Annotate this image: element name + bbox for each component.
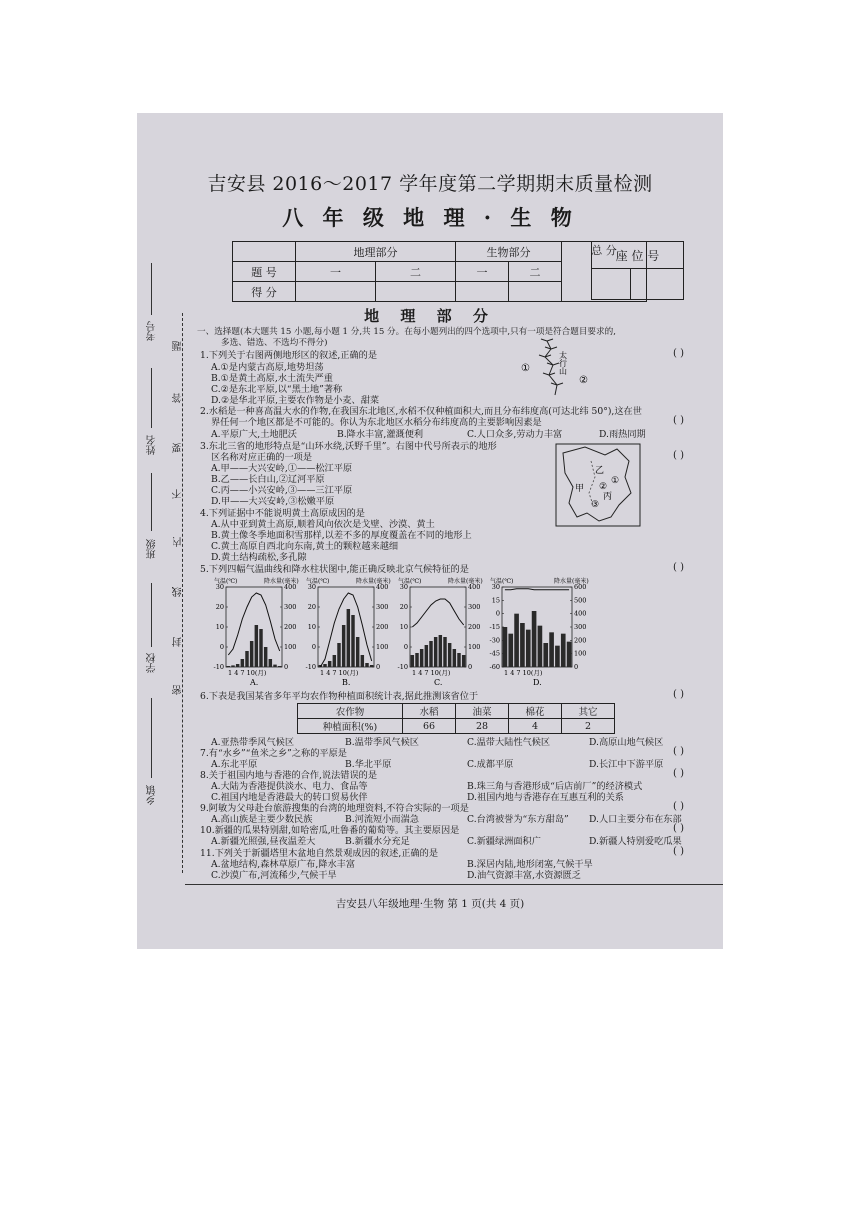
score-cell[interactable] xyxy=(456,282,509,302)
precip-bar xyxy=(323,664,326,667)
chart-tick-label: 100 xyxy=(574,649,587,658)
precip-bar xyxy=(457,653,460,667)
answer-paren[interactable]: ( ) xyxy=(673,689,684,700)
chart-tick-label: -45 xyxy=(489,649,500,658)
chart-tick-label: 500 xyxy=(574,596,587,605)
chart-tick-label: -10 xyxy=(397,663,408,671)
q6-option-a: A.亚热带季风气候区 xyxy=(211,737,295,748)
climate-charts xyxy=(212,575,632,693)
map2-jia: 甲 xyxy=(575,484,585,494)
chart-frame xyxy=(226,587,282,667)
answer-paren[interactable]: ( ) xyxy=(673,746,684,757)
side-underline xyxy=(151,473,152,531)
chart-ylabel: 气温(℃) xyxy=(214,578,238,585)
map1-label: 太行山 xyxy=(558,351,568,375)
map2-bing: 丙 xyxy=(603,492,613,502)
answer-paren[interactable]: ( ) xyxy=(673,768,684,779)
precip-bar xyxy=(443,637,446,667)
q4-option-d: D.黄土结构疏松,多孔隙 xyxy=(211,552,307,563)
score-col-4: 二 xyxy=(509,262,562,282)
chart-ylabel: 气温(℃) xyxy=(306,578,330,585)
precip-bar xyxy=(236,664,239,667)
chart-tick-label: 0 xyxy=(403,643,408,651)
chart-letter-label: C. xyxy=(434,678,443,687)
score-cell[interactable] xyxy=(376,282,456,302)
precip-bar xyxy=(561,634,566,667)
side-underline xyxy=(151,263,152,315)
precip-bar xyxy=(425,645,428,667)
chart-letter-label: B. xyxy=(342,678,351,687)
temperature-line xyxy=(505,589,569,590)
precip-bar xyxy=(278,666,281,667)
answer-paren[interactable]: ( ) xyxy=(673,846,684,857)
q4-option-c: C.黄土高原自西北向东南,黄土的颗粒越来越细 xyxy=(211,541,399,552)
seal-char: 不 xyxy=(173,489,184,499)
chart-tick-label: -30 xyxy=(489,636,500,645)
score-cell[interactable] xyxy=(296,282,376,302)
q2-option-a: A.平原广大,土地肥沃 xyxy=(211,429,297,440)
chart-tick-label: 20 xyxy=(399,603,408,611)
answer-paren[interactable]: ( ) xyxy=(673,450,684,461)
chart-tick-label: 20 xyxy=(307,603,316,611)
q10-option-b: B.新疆水分充足 xyxy=(345,836,410,847)
precip-bar xyxy=(241,659,244,667)
crop-cell: 4 xyxy=(509,719,562,734)
q10-stem: 10.新疆的瓜果特别甜,如哈密瓜,吐鲁番的葡萄等。其主要原因是 xyxy=(200,825,460,836)
crop-table xyxy=(297,703,615,734)
q10-option-a: A.新疆光照强,昼夜温差大 xyxy=(211,836,316,847)
chart-tick-label: 0 xyxy=(468,663,473,671)
q4-option-b: B.黄土像冬季地面积雪那样,以差不多的厚度覆盖在不同的地形上 xyxy=(211,530,472,541)
side-label-xingming: 姓名 xyxy=(147,435,158,455)
q2-stem-1: 2.水稻是一种喜高温大水的作物,在我国东北地区,水稻不仅种植面积大,而且分布纬度高(可达北纬 50°),这在世 xyxy=(200,406,642,417)
chart-month-label: 1 4 7 10(月) xyxy=(504,669,543,677)
precip-bar xyxy=(259,629,262,667)
seat-number-box xyxy=(591,241,684,300)
precip-bar xyxy=(337,643,340,667)
precip-bar xyxy=(532,611,537,667)
chart-tick-label: 400 xyxy=(468,583,481,591)
chart-tick-label: -10 xyxy=(213,663,224,671)
chart-tick-label: 0 xyxy=(219,643,224,651)
q2-stem-2: 界任何一个地区都是不可能的。你认为东北地区水稻分布纬度高的主要影响因素是 xyxy=(211,417,542,428)
q11-option-c: C.沙漠广布,河流稀少,气候干旱 xyxy=(211,870,337,881)
precip-bar xyxy=(526,630,531,667)
q7-option-c: C.成都平原 xyxy=(467,759,514,770)
q3-option-a: A.甲——大兴安岭,①——松江平原 xyxy=(211,463,353,474)
precip-bar xyxy=(333,655,336,667)
content-bottom-rule xyxy=(185,884,723,885)
crop-header: 水稻 xyxy=(403,704,456,719)
map2-yi: 乙 xyxy=(595,466,605,476)
score-col-2: 二 xyxy=(376,262,456,282)
map2-mark-3: ③ xyxy=(591,500,600,510)
precip-bar xyxy=(356,637,359,667)
chart-tick-label: 0 xyxy=(284,663,289,671)
chart-month-label: 1 4 7 10(月) xyxy=(228,669,267,677)
chart-tick-label: 300 xyxy=(284,603,297,611)
chart-tick-label: 300 xyxy=(574,623,587,631)
score-col-1: 一 xyxy=(296,262,376,282)
precip-bar xyxy=(520,623,525,667)
precip-bar xyxy=(415,653,418,667)
seal-char: 密 xyxy=(173,685,184,695)
q3-option-c: C.丙——小兴安岭,③——三江平原 xyxy=(211,485,353,496)
side-label-xuexiao: 学校 xyxy=(147,653,158,673)
precip-bar xyxy=(365,663,368,667)
precip-bar xyxy=(411,655,414,667)
chart-tick-label: 300 xyxy=(468,603,481,611)
chart-tick-label: 10 xyxy=(307,623,316,631)
chart-tick-label: 0 xyxy=(376,663,381,671)
precip-bar xyxy=(434,637,437,667)
precip-bar xyxy=(439,635,442,667)
chart-tick-label: 200 xyxy=(468,623,481,631)
precip-bar xyxy=(453,649,456,667)
precip-bar xyxy=(361,655,364,667)
q11-option-d: D.油气资源丰富,水资源匮乏 xyxy=(467,870,581,881)
precip-bar xyxy=(328,661,331,667)
chart-tick-label: 600 xyxy=(574,583,587,591)
chart-month-label: 1 4 7 10(月) xyxy=(412,669,451,677)
q9-option-a: A.高山族是主要少数民族 xyxy=(211,814,313,825)
taihang-map xyxy=(517,335,617,403)
seal-char: 题 xyxy=(173,341,184,351)
q9-stem: 9.阿敏为父母赴台旅游搜集的台湾的地理资料,不符合实际的一项是 xyxy=(200,803,469,814)
q2-option-d: D.雨热同期 xyxy=(599,429,646,440)
q6-option-d: D.高原山地气候区 xyxy=(589,737,664,748)
instructions-line-2: 多选、错选、不选均不得分) xyxy=(221,338,328,348)
q1-option-a: A.①是内蒙古高原,地势坦荡 xyxy=(211,362,324,373)
precip-bar xyxy=(462,655,465,667)
precip-bar xyxy=(567,642,572,667)
precip-bar xyxy=(370,665,373,667)
precip-bar xyxy=(448,643,451,667)
exam-subtitle: 八 年 级 地 理 · 生 物 xyxy=(282,205,578,230)
precip-bar xyxy=(347,609,350,667)
chart-y2label: 降水量(毫米) xyxy=(554,578,589,585)
precip-bar xyxy=(245,651,248,667)
q8-stem: 8.关于祖国内地与香港的合作,说法错误的是 xyxy=(200,770,378,781)
exam-paper xyxy=(137,113,723,949)
q3-stem-2: 区名称对应正确的一项是 xyxy=(211,452,313,463)
chart-tick-label: 200 xyxy=(574,636,587,645)
precip-bar xyxy=(227,666,230,667)
score-header-bio: 生物部分 xyxy=(456,242,562,262)
crop-cell: 66 xyxy=(403,719,456,734)
instructions-line-1: 一、选择题(本大题共 15 小题,每小题 1 分,共 15 分。在每小题列出的四个选项中,只有一项是符合题目要求的, xyxy=(197,327,616,337)
q9-option-b: B.河流短小而湍急 xyxy=(345,814,419,825)
seat-cell[interactable] xyxy=(592,269,631,300)
seat-label: 座 位 号 xyxy=(592,242,684,269)
q10-option-d: D.新疆人特别爱吃瓜果 xyxy=(589,836,682,847)
seal-char: 内 xyxy=(173,537,184,547)
answer-paren[interactable]: ( ) xyxy=(673,562,684,573)
q8-option-d: D.祖国内地与香港存在互惠互利的关系 xyxy=(467,792,624,803)
chart-tick-label: 100 xyxy=(376,643,389,651)
chart-tick-label: 300 xyxy=(376,603,389,611)
crop-cell: 种植面积(%) xyxy=(298,719,403,734)
q9-option-c: C.台湾被誉为“东方甜岛” xyxy=(467,814,569,825)
crop-header: 油菜 xyxy=(456,704,509,719)
precip-bar xyxy=(250,641,253,667)
map2-mark-2: ② xyxy=(599,482,608,492)
score-col-3: 一 xyxy=(456,262,509,282)
chart-ylabel: 气温(℃) xyxy=(398,578,422,585)
precip-bar xyxy=(514,614,519,667)
chart-tick-label: 100 xyxy=(468,643,481,651)
precip-bar xyxy=(231,665,234,667)
q1-option-b: B.①是黄土高原,水土流失严重 xyxy=(211,373,333,384)
chart-tick-label: -15 xyxy=(489,623,500,631)
northeast-map xyxy=(555,443,641,527)
crop-cell: 28 xyxy=(456,719,509,734)
answer-paren[interactable]: ( ) xyxy=(673,823,684,834)
crop-cell: 2 xyxy=(562,719,615,734)
precip-bar xyxy=(503,627,508,667)
seat-cell[interactable] xyxy=(631,269,684,300)
chart-tick-label: 30 xyxy=(491,583,500,591)
q1-stem: 1.下列关于右图两侧地形区的叙述,正确的是 xyxy=(200,350,378,361)
q8-option-c: C.祖国内地是香港最大的转口贸易伙伴 xyxy=(211,792,368,803)
chart-tick-label: 400 xyxy=(376,583,389,591)
section-title: 地 理 部 分 xyxy=(364,307,496,325)
precip-bar xyxy=(508,634,513,667)
chart-month-label: 1 4 7 10(月) xyxy=(320,669,359,677)
precip-bar xyxy=(264,647,267,667)
score-row-label-number: 题 号 xyxy=(233,262,296,282)
q10-option-c: C.新疆绿洲面积广 xyxy=(467,836,541,847)
exam-title: 吉安县 2016～2017 学年度第二学期期末质量检测 xyxy=(207,173,653,195)
chart-tick-label: 0 xyxy=(574,663,579,671)
seal-char: 要 xyxy=(173,443,184,453)
q11-stem: 11.下列关于新疆塔里木盆地自然景观成因的叙述,正确的是 xyxy=(200,848,439,859)
q8-option-b: B.珠三角与香港形成“后店前厂”的经济模式 xyxy=(467,781,643,792)
seal-char: 答 xyxy=(173,393,184,403)
answer-paren[interactable]: ( ) xyxy=(673,415,684,426)
side-underline xyxy=(151,583,152,647)
precip-bar xyxy=(555,646,560,667)
q7-option-d: D.长江中下游平原 xyxy=(589,759,664,770)
q7-option-b: B.华北平原 xyxy=(345,759,392,770)
q4-stem: 4.下列证据中不能说明黄土高原成因的是 xyxy=(200,508,365,519)
q1-option-c: C.②是东北平原,以“黑土地”著称 xyxy=(211,384,343,395)
q2-option-b: B.降水丰富,灌溉便利 xyxy=(337,429,424,440)
seal-char: 封 xyxy=(173,637,184,647)
chart-tick-label: 400 xyxy=(284,583,297,591)
q1-option-d: D.②是华北平原,主要农作物是小麦、甜菜 xyxy=(211,395,380,406)
chart-tick-label: 100 xyxy=(284,643,297,651)
chart-tick-label: 30 xyxy=(307,583,316,591)
map2-mark-1: ① xyxy=(611,476,620,486)
chart-tick-label: 10 xyxy=(215,623,224,631)
chart-tick-label: 30 xyxy=(399,583,408,591)
chart-letter-label: A. xyxy=(250,678,259,687)
crop-header: 其它 xyxy=(562,704,615,719)
chart-tick-label: 200 xyxy=(284,623,297,631)
chart-tick-label: 30 xyxy=(215,583,224,591)
score-header-geo: 地理部分 xyxy=(296,242,456,262)
side-underline xyxy=(151,698,152,778)
chart-tick-label: 10 xyxy=(399,623,408,631)
chart-tick-label: -60 xyxy=(489,663,500,671)
answer-paren[interactable]: ( ) xyxy=(673,348,684,359)
precip-bar xyxy=(543,643,548,667)
precip-bar xyxy=(269,659,272,667)
crop-header: 农作物 xyxy=(298,704,403,719)
chart-y2label: 降水量(毫米) xyxy=(448,578,483,585)
side-label-kaohao: 考号 xyxy=(147,321,158,341)
precip-bar xyxy=(429,641,432,667)
chart-tick-label: -10 xyxy=(305,663,316,671)
q5-stem: 5.下列四幅气温曲线和降水柱状图中,能正确反映北京气候特征的是 xyxy=(200,564,469,575)
chart-tick-label: 400 xyxy=(574,609,587,618)
side-label-xiangzhen: 乡镇 xyxy=(147,785,158,805)
score-cell[interactable] xyxy=(509,282,562,302)
chart-y2label: 降水量(毫米) xyxy=(264,578,299,585)
chart-tick-label: 20 xyxy=(215,603,224,611)
q6-option-c: C.温带大陆性气候区 xyxy=(467,737,551,748)
precip-bar xyxy=(420,649,423,667)
temperature-line xyxy=(228,593,279,655)
page-footer: 吉安县八年级地理·生物 第 1 页(共 4 页) xyxy=(335,898,525,910)
chart-tick-label: 15 xyxy=(491,596,500,605)
seal-char: 线 xyxy=(173,587,184,597)
precip-bar xyxy=(255,625,258,667)
q7-stem: 7.有“水乡”“鱼米之乡”之称的平原是 xyxy=(200,748,347,759)
q4-option-a: A.从中亚到黄土高原,顺着风向依次是戈壁、沙漠、黄土 xyxy=(211,519,435,530)
q6-stem: 6.下表是我国某省多年平均农作物种植面积统计表,据此推测该省位于 xyxy=(200,691,479,702)
crop-header: 棉花 xyxy=(509,704,562,719)
chart-tick-label: 0 xyxy=(495,609,500,618)
score-row-label-score: 得 分 xyxy=(233,282,296,302)
precip-bar xyxy=(351,615,354,667)
temperature-line xyxy=(412,599,463,627)
q8-option-a: A.大陆为香港提供淡水、电力、食品等 xyxy=(211,781,368,792)
chart-ylabel: 气温(℃) xyxy=(490,578,514,585)
precip-bar xyxy=(549,632,554,667)
q9-option-d: D.人口主要分布在东部 xyxy=(589,814,682,825)
map1-mark-1: ① xyxy=(521,363,530,374)
chart-y2label: 降水量(毫米) xyxy=(356,578,391,585)
precip-bar xyxy=(273,665,276,667)
side-underline xyxy=(151,368,152,428)
map1-mark-2: ② xyxy=(579,375,588,386)
chart-tick-label: 0 xyxy=(311,643,316,651)
q3-stem-1: 3.东北三省的地形特点是“山环水绕,沃野千里”。右图中代号所表示的地形 xyxy=(200,441,497,452)
answer-paren[interactable]: ( ) xyxy=(673,801,684,812)
q3-option-b: B.乙——长白山,②辽河平原 xyxy=(211,474,325,485)
score-table xyxy=(232,241,647,302)
precip-bar xyxy=(538,626,543,667)
q11-option-b: B.深居内陆,地形闭塞,气候干旱 xyxy=(467,859,593,870)
score-header-total: 总 分 xyxy=(562,242,647,302)
chart-letter-label: D. xyxy=(533,678,542,687)
q3-option-d: D.甲——大兴安岭,③松嫩平原 xyxy=(211,496,335,507)
chart-tick-label: 200 xyxy=(376,623,389,631)
q2-option-c: C.人口众多,劳动力丰富 xyxy=(467,429,563,440)
precip-bar xyxy=(342,625,345,667)
q6-option-b: B.温带季风气候区 xyxy=(345,737,419,748)
q11-option-a: A.盆地结构,森林草原广布,降水丰富 xyxy=(211,859,356,870)
q7-option-a: A.东北平原 xyxy=(211,759,258,770)
side-label-banji: 班级 xyxy=(147,539,158,559)
